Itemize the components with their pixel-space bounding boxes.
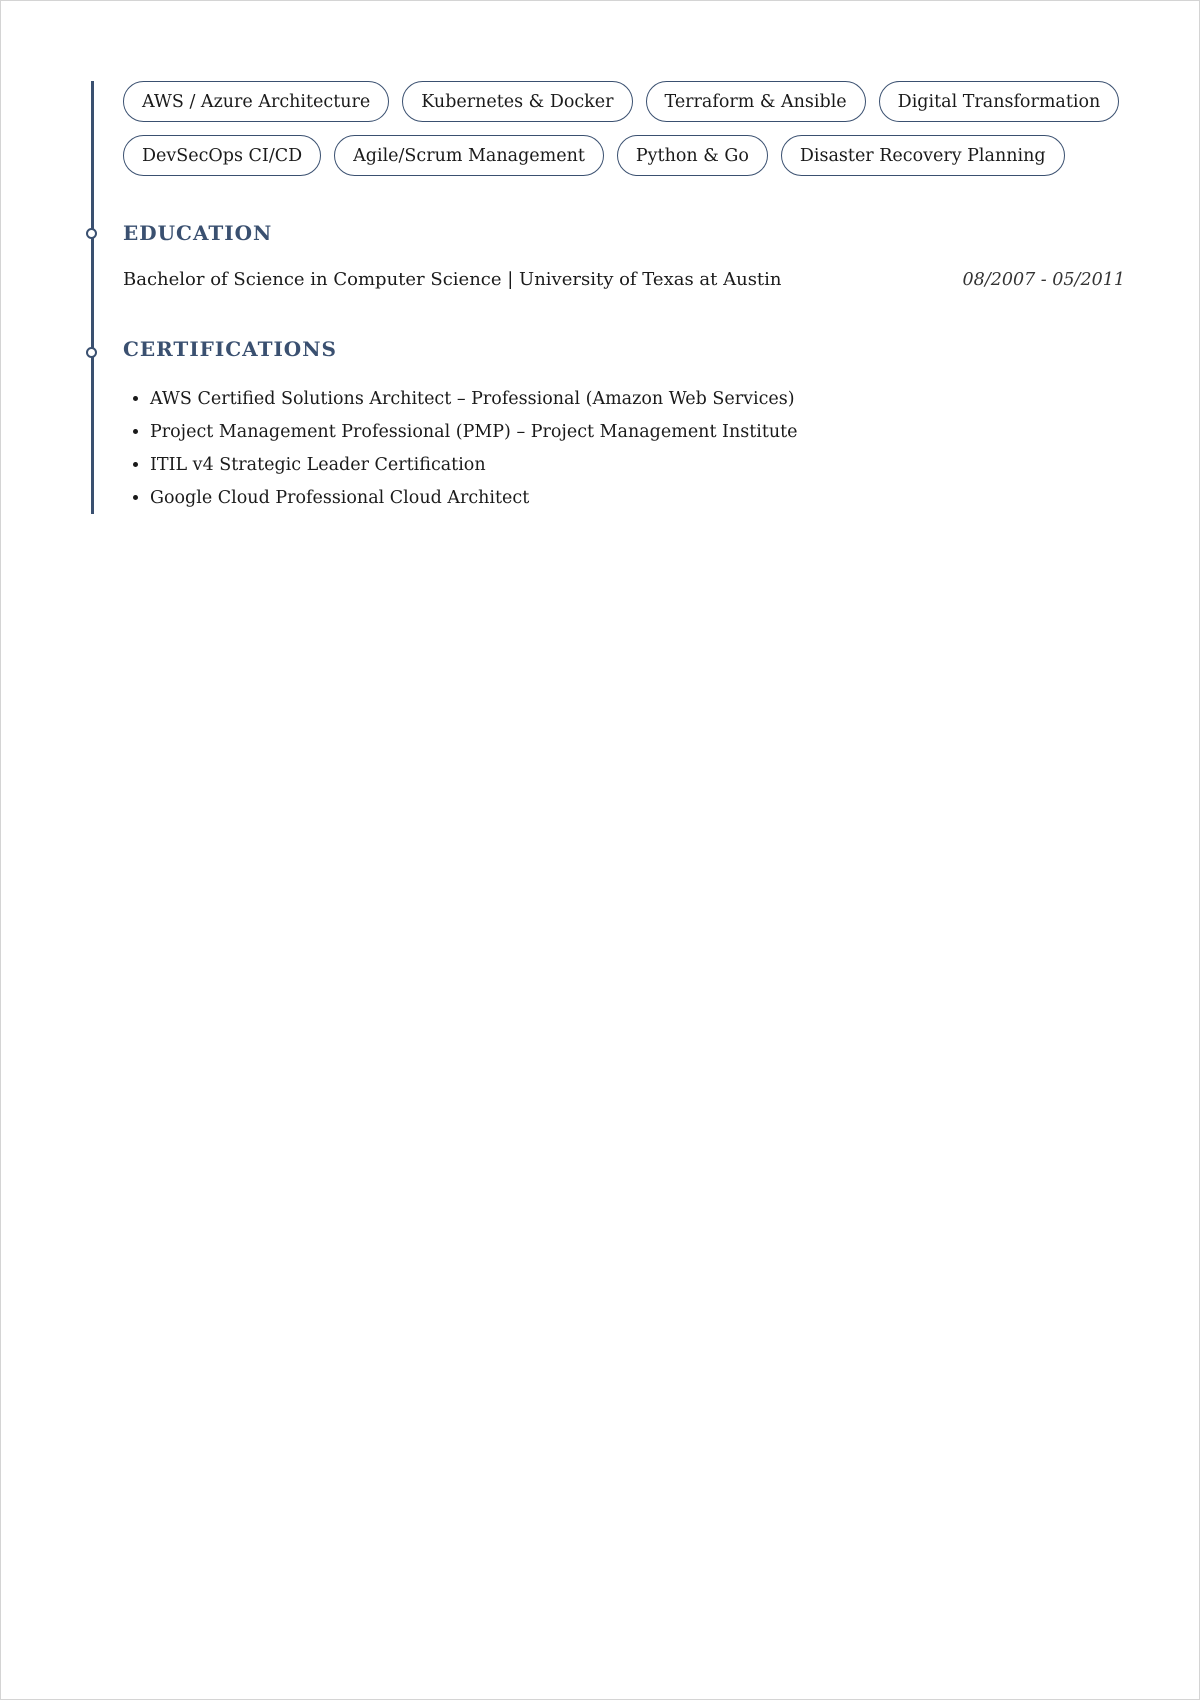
skill-tag: Terraform & Ansible [646,81,866,122]
education-heading: EDUCATION [123,221,273,245]
education-timeline-marker [86,228,97,239]
certifications-timeline-marker [86,347,97,358]
skill-tag: Disaster Recovery Planning [781,135,1065,176]
certification-item: • ITIL v4 Strategic Leader Certification [150,449,1125,482]
education-dates: 08/2007 - 05/2011 [962,270,1125,290]
certifications-list [123,383,1125,515]
skill-tag: Agile/Scrum Management [334,135,604,176]
skill-tag: Kubernetes & Docker [402,81,632,122]
skill-tag: Python & Go [617,135,768,176]
skill-tag: DevSecOps CI/CD [123,135,321,176]
resume-content [123,81,1125,515]
skill-tag: Digital Transformation [879,81,1120,122]
certifications-heading: CERTIFICATIONS [123,337,337,361]
education-entry [123,269,1125,290]
certification-item: • AWS Certified Solutions Architect – Professional (Amazon Web Services) [150,383,1125,416]
certification-item: • Project Management Professional (PMP) – Project Management Institute [150,416,1125,449]
skills-list [123,81,1125,176]
certification-item: • Google Cloud Professional Cloud Architect [150,482,1125,515]
education-degree: Bachelor of Science in Computer Science | University of Texas at Austin [123,269,782,290]
timeline-line [91,81,94,514]
skill-tag: AWS / Azure Architecture [123,81,389,122]
